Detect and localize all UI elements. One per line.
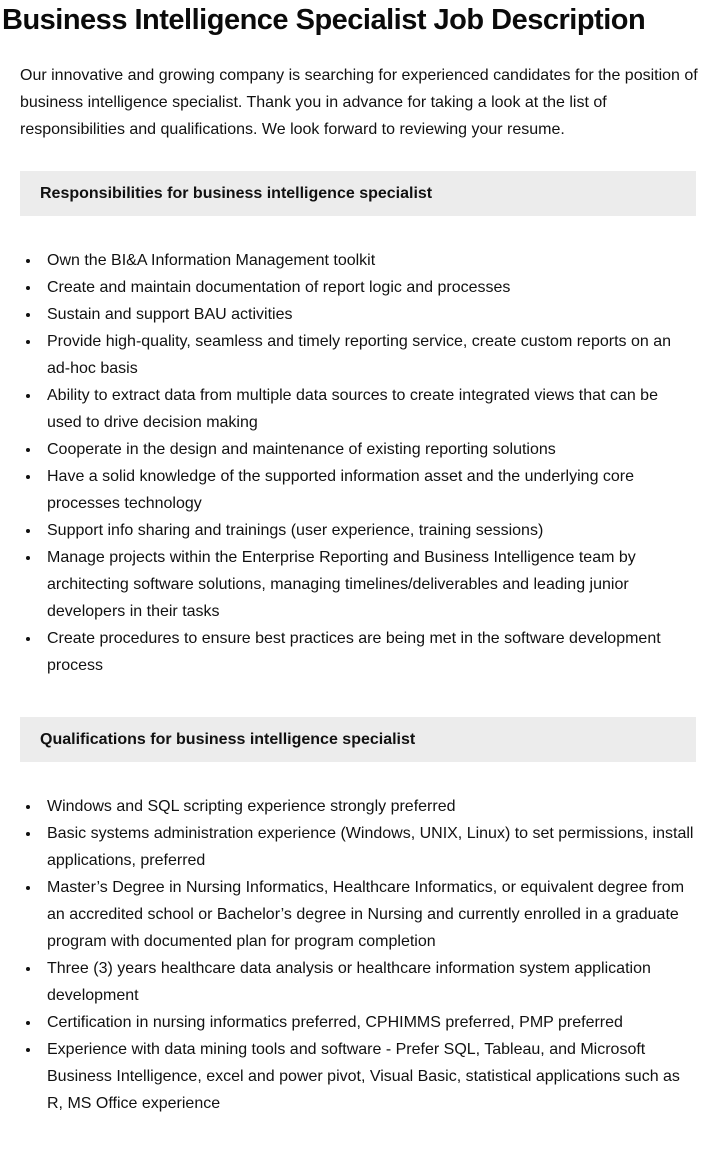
list-item: • Cooperate in the design and maintenance of existing reporting solutions: [41, 436, 696, 463]
list-item: • Basic systems administration experience (Windows, UNIX, Linux) to set permissions, install applications, preferred: [41, 820, 696, 874]
list-item: • Certification in nursing informatics preferred, CPHIMMS preferred, PMP preferred: [41, 1009, 696, 1036]
list-item: • Own the BI&A Information Management toolkit: [41, 247, 696, 274]
page-title: Business Intelligence Specialist Job Description: [2, 4, 646, 36]
list-item: • Ability to extract data from multiple data sources to create integrated views that can be used to drive decision making: [41, 382, 696, 436]
list-item: • Create procedures to ensure best practices are being met in the software development process: [41, 625, 696, 679]
list-item: • Create and maintain documentation of report logic and processes: [41, 274, 696, 301]
list-item: • Experience with data mining tools and software - Prefer SQL, Tableau, and Microsoft Business Intelligence, excel and power pivot, Visual Basic, statistical applications such as R, MS Office experience: [41, 1036, 696, 1117]
list-item: • Support info sharing and trainings (user experience, training sessions): [41, 517, 696, 544]
section-heading: Qualifications for business intelligence specialist: [20, 717, 696, 762]
list-item: • Master’s Degree in Nursing Informatics, Healthcare Informatics, or equivalent degree from an accredited school or Bachelor’s degree in Nursing and currently enrolled in a graduate program with documented plan for program completion: [41, 874, 696, 955]
section-heading: Responsibilities for business intelligence specialist: [20, 171, 696, 216]
intro-paragraph: Our innovative and growing company is searching for experienced candidates for the position of business intelligence specialist. Thank you in advance for taking a look at the list of responsibilities and qualifications. We look forward to reviewing your resume.: [20, 67, 698, 138]
list-item: • Have a solid knowledge of the supported information asset and the underlying core processes technology: [41, 463, 696, 517]
list-item: • Windows and SQL scripting experience strongly preferred: [41, 793, 696, 820]
bullet-list: [20, 793, 696, 1117]
bullet-list: [20, 247, 696, 679]
list-item: • Sustain and support BAU activities: [41, 301, 696, 328]
list-item: • Provide high-quality, seamless and timely reporting service, create custom reports on an ad-hoc basis: [41, 328, 696, 382]
list-item: • Manage projects within the Enterprise Reporting and Business Intelligence team by architecting software solutions, managing timelines/deliverables and leading junior developers in their tasks: [41, 544, 696, 625]
list-item: • Three (3) years healthcare data analysis or healthcare information system application development: [41, 955, 696, 1009]
sections: [0, 171, 720, 1117]
